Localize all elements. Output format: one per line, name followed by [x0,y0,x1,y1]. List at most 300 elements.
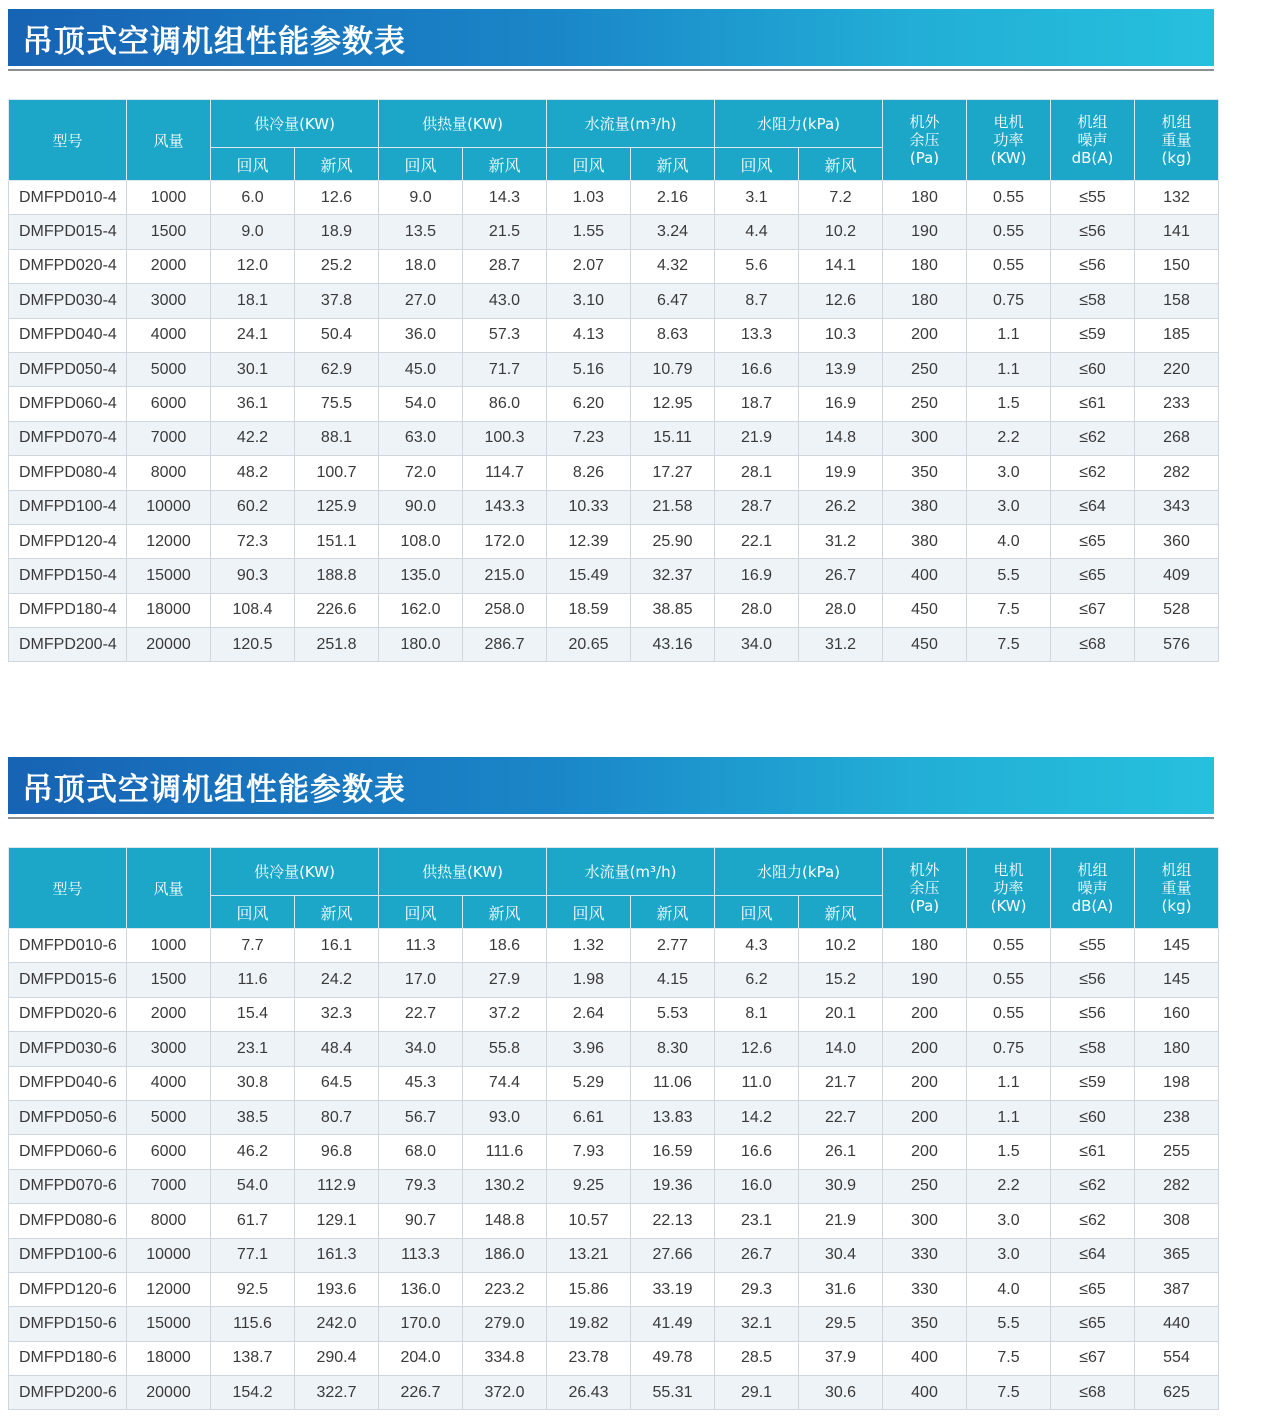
value-cell: 34.0 [379,1032,463,1066]
model-cell: DMFPD200-4 [9,628,127,662]
value-cell: 238 [1135,1100,1219,1134]
value-cell: 6000 [127,387,211,421]
value-cell: 29.3 [715,1272,799,1306]
model-cell: DMFPD100-6 [9,1238,127,1272]
section-title: 吊顶式空调机组性能参数表 [22,772,406,808]
value-cell: 45.0 [379,352,463,386]
value-cell: 5.16 [547,352,631,386]
model-cell: DMFPD010-4 [9,181,127,215]
value-cell: 63.0 [379,421,463,455]
value-cell: ≤65 [1051,1307,1135,1341]
value-cell: 21.5 [463,215,547,249]
value-cell: 1.1 [967,1100,1051,1134]
value-cell: 138.7 [211,1341,295,1375]
value-cell: 400 [883,1376,967,1410]
value-cell: 1500 [127,963,211,997]
header-external-pressure: 机外 余压 (Pa) [883,848,967,929]
value-cell: 24.1 [211,318,295,352]
value-cell: 37.2 [463,997,547,1031]
value-cell: 38.5 [211,1100,295,1134]
value-cell: 7.23 [547,421,631,455]
value-cell: ≤68 [1051,628,1135,662]
value-cell: 15.49 [547,559,631,593]
value-cell: 136.0 [379,1272,463,1306]
value-cell: 7.5 [967,628,1051,662]
value-cell: 9.0 [379,181,463,215]
value-cell: ≤64 [1051,1238,1135,1272]
value-cell: 0.55 [967,963,1051,997]
value-cell: 7.93 [547,1135,631,1169]
value-cell: 21.9 [799,1204,883,1238]
value-cell: 8000 [127,1204,211,1238]
table-row [9,1066,1219,1100]
value-cell: 19.82 [547,1307,631,1341]
value-cell: 286.7 [463,628,547,662]
header-external-pressure: 机外 余压 (Pa) [883,100,967,181]
value-cell: ≤55 [1051,929,1135,963]
value-cell: ≤62 [1051,421,1135,455]
value-cell: 30.4 [799,1238,883,1272]
value-cell: 200 [883,1135,967,1169]
table-row [9,1169,1219,1203]
value-cell: 12.95 [631,387,715,421]
table-row [9,559,1219,593]
value-cell: 14.3 [463,181,547,215]
header-heating: 供热量(KW) [379,100,547,148]
value-cell: ≤56 [1051,215,1135,249]
value-cell: 132 [1135,181,1219,215]
value-cell: 160 [1135,997,1219,1031]
value-cell: 10.2 [799,215,883,249]
value-cell: 75.5 [295,387,379,421]
value-cell: 16.1 [295,929,379,963]
model-cell: DMFPD020-6 [9,997,127,1031]
value-cell: 4.0 [967,1272,1051,1306]
model-cell: DMFPD040-6 [9,1066,127,1100]
value-cell: 5000 [127,352,211,386]
value-cell: 28.7 [463,249,547,283]
value-cell: 26.43 [547,1376,631,1410]
value-cell: 180.0 [379,628,463,662]
value-cell: 23.1 [211,1032,295,1066]
model-cell: DMFPD070-6 [9,1169,127,1203]
value-cell: 37.9 [799,1341,883,1375]
header-heating-fresh: 新风 [463,896,547,929]
value-cell: 93.0 [463,1100,547,1134]
value-cell: 18.59 [547,593,631,627]
value-cell: 28.1 [715,456,799,490]
value-cell: 282 [1135,456,1219,490]
value-cell: 18.6 [463,929,547,963]
value-cell: 343 [1135,490,1219,524]
value-cell: 0.55 [967,249,1051,283]
value-cell: 19.9 [799,456,883,490]
value-cell: 61.7 [211,1204,295,1238]
table-row [9,387,1219,421]
value-cell: ≤55 [1051,181,1135,215]
value-cell: 3.10 [547,284,631,318]
value-cell: 26.2 [799,490,883,524]
value-cell: 22.7 [379,997,463,1031]
value-cell: ≤65 [1051,1272,1135,1306]
value-cell: 100.3 [463,421,547,455]
value-cell: 135.0 [379,559,463,593]
value-cell: ≤56 [1051,963,1135,997]
header-airflow: 风量 [127,100,211,181]
value-cell: 7.2 [799,181,883,215]
value-cell: 10.2 [799,929,883,963]
title-divider [8,817,1214,819]
model-cell: DMFPD020-4 [9,249,127,283]
value-cell: 4.15 [631,963,715,997]
value-cell: 330 [883,1272,967,1306]
value-cell: 64.5 [295,1066,379,1100]
value-cell: 300 [883,1204,967,1238]
value-cell: 12000 [127,1272,211,1306]
value-cell: 41.49 [631,1307,715,1341]
value-cell: 88.1 [295,421,379,455]
value-cell: 13.83 [631,1100,715,1134]
value-cell: 0.55 [967,215,1051,249]
value-cell: 14.8 [799,421,883,455]
value-cell: 113.3 [379,1238,463,1272]
value-cell: 18.9 [295,215,379,249]
value-cell: 2.77 [631,929,715,963]
value-cell: 6.20 [547,387,631,421]
value-cell: 226.7 [379,1376,463,1410]
value-cell: 7000 [127,1169,211,1203]
value-cell: 10000 [127,490,211,524]
value-cell: 100.7 [295,456,379,490]
value-cell: 130.2 [463,1169,547,1203]
value-cell: 185 [1135,318,1219,352]
value-cell: 36.0 [379,318,463,352]
table-row [9,628,1219,662]
value-cell: 28.5 [715,1341,799,1375]
value-cell: 5.5 [967,1307,1051,1341]
header-flow-return: 回风 [547,148,631,181]
value-cell: 27.66 [631,1238,715,1272]
header-model: 型号 [9,848,127,929]
model-cell: DMFPD060-4 [9,387,127,421]
header-motor-power: 电机 功率 (KW) [967,100,1051,181]
model-cell: DMFPD180-6 [9,1341,127,1375]
value-cell: 2000 [127,249,211,283]
value-cell: 8000 [127,456,211,490]
value-cell: 290.4 [295,1341,379,1375]
value-cell: 3.0 [967,1204,1051,1238]
value-cell: 80.7 [295,1100,379,1134]
value-cell: 23.78 [547,1341,631,1375]
value-cell: 125.9 [295,490,379,524]
value-cell: 71.7 [463,352,547,386]
value-cell: ≤58 [1051,1032,1135,1066]
spec-table [8,99,1219,662]
value-cell: 79.3 [379,1169,463,1203]
value-cell: 409 [1135,559,1219,593]
value-cell: 528 [1135,593,1219,627]
value-cell: 23.1 [715,1204,799,1238]
value-cell: ≤67 [1051,593,1135,627]
value-cell: 8.1 [715,997,799,1031]
value-cell: 55.31 [631,1376,715,1410]
value-cell: 11.3 [379,929,463,963]
header-heating-return: 回风 [379,148,463,181]
value-cell: 200 [883,1032,967,1066]
value-cell: 5.29 [547,1066,631,1100]
value-cell: 300 [883,421,967,455]
model-cell: DMFPD150-4 [9,559,127,593]
header-noise: 机组 噪声 dB(A) [1051,100,1135,181]
table-row [9,249,1219,283]
value-cell: 12.6 [799,284,883,318]
header-flow-return: 回风 [547,896,631,929]
value-cell: 27.0 [379,284,463,318]
value-cell: 148.8 [463,1204,547,1238]
value-cell: 12.6 [295,181,379,215]
value-cell: 22.13 [631,1204,715,1238]
value-cell: 15.86 [547,1272,631,1306]
value-cell: 20000 [127,1376,211,1410]
model-cell: DMFPD010-6 [9,929,127,963]
value-cell: ≤62 [1051,456,1135,490]
value-cell: 12.6 [715,1032,799,1066]
table-row [9,181,1219,215]
header-heating: 供热量(KW) [379,848,547,896]
value-cell: 554 [1135,1341,1219,1375]
value-cell: 186.0 [463,1238,547,1272]
value-cell: 29.1 [715,1376,799,1410]
value-cell: 16.0 [715,1169,799,1203]
value-cell: 220 [1135,352,1219,386]
value-cell: 112.9 [295,1169,379,1203]
header-resistance-return: 回风 [715,896,799,929]
header-flow-fresh: 新风 [631,896,715,929]
value-cell: 6.2 [715,963,799,997]
value-cell: 198 [1135,1066,1219,1100]
value-cell: 204.0 [379,1341,463,1375]
header-resistance-return: 回风 [715,148,799,181]
value-cell: 10.3 [799,318,883,352]
table-row [9,1376,1219,1410]
value-cell: 16.9 [715,559,799,593]
value-cell: 4.0 [967,524,1051,558]
value-cell: 308 [1135,1204,1219,1238]
header-cooling-fresh: 新风 [295,148,379,181]
value-cell: 625 [1135,1376,1219,1410]
value-cell: 120.5 [211,628,295,662]
value-cell: 162.0 [379,593,463,627]
value-cell: 6.47 [631,284,715,318]
value-cell: 1500 [127,215,211,249]
value-cell: 387 [1135,1272,1219,1306]
value-cell: 143.3 [463,490,547,524]
header-weight: 机组 重量 (kg) [1135,100,1219,181]
table-row [9,490,1219,524]
value-cell: 18000 [127,1341,211,1375]
table-row [9,1135,1219,1169]
value-cell: 108.0 [379,524,463,558]
value-cell: 15.11 [631,421,715,455]
value-cell: 20.1 [799,997,883,1031]
value-cell: 48.2 [211,456,295,490]
value-cell: 7000 [127,421,211,455]
value-cell: 129.1 [295,1204,379,1238]
value-cell: 54.0 [211,1169,295,1203]
value-cell: 92.5 [211,1272,295,1306]
value-cell: ≤64 [1051,490,1135,524]
table-row [9,1204,1219,1238]
value-cell: 145 [1135,963,1219,997]
value-cell: ≤62 [1051,1169,1135,1203]
value-cell: 45.3 [379,1066,463,1100]
value-cell: 1.98 [547,963,631,997]
value-cell: 4.13 [547,318,631,352]
value-cell: 4.4 [715,215,799,249]
value-cell: ≤56 [1051,997,1135,1031]
model-cell: DMFPD050-4 [9,352,127,386]
value-cell: 10.33 [547,490,631,524]
header-cooling: 供冷量(KW) [211,100,379,148]
table-row [9,421,1219,455]
value-cell: 111.6 [463,1135,547,1169]
value-cell: 158 [1135,284,1219,318]
value-cell: 372.0 [463,1376,547,1410]
value-cell: 16.6 [715,1135,799,1169]
value-cell: 250 [883,387,967,421]
value-cell: 200 [883,318,967,352]
value-cell: 188.8 [295,559,379,593]
model-cell: DMFPD070-4 [9,421,127,455]
value-cell: 2.2 [967,421,1051,455]
value-cell: 56.7 [379,1100,463,1134]
table-row [9,1032,1219,1066]
header-water-resistance: 水阻力(kPa) [715,848,883,896]
value-cell: 2000 [127,997,211,1031]
value-cell: 226.6 [295,593,379,627]
value-cell: 15.4 [211,997,295,1031]
value-cell: 31.2 [799,524,883,558]
header-airflow: 风量 [127,848,211,929]
value-cell: 4000 [127,1066,211,1100]
table-row [9,1307,1219,1341]
value-cell: 576 [1135,628,1219,662]
value-cell: 90.3 [211,559,295,593]
value-cell: 1.55 [547,215,631,249]
value-cell: 18.1 [211,284,295,318]
table-row [9,929,1219,963]
value-cell: 30.9 [799,1169,883,1203]
table-body [9,929,1219,1410]
value-cell: 193.6 [295,1272,379,1306]
value-cell: 22.7 [799,1100,883,1134]
table-row [9,1238,1219,1272]
table-row [9,963,1219,997]
header-resistance-fresh: 新风 [799,148,883,181]
model-cell: DMFPD080-6 [9,1204,127,1238]
value-cell: 16.9 [799,387,883,421]
value-cell: 16.59 [631,1135,715,1169]
value-cell: 268 [1135,421,1219,455]
model-cell: DMFPD030-4 [9,284,127,318]
value-cell: 3.24 [631,215,715,249]
value-cell: 33.19 [631,1272,715,1306]
table-row [9,524,1219,558]
value-cell: 6.61 [547,1100,631,1134]
value-cell: 10.79 [631,352,715,386]
title-banner [8,9,1214,66]
header-water-flow: 水流量(m³/h) [547,100,715,148]
value-cell: 57.3 [463,318,547,352]
value-cell: ≤61 [1051,1135,1135,1169]
value-cell: 215.0 [463,559,547,593]
table-row [9,456,1219,490]
value-cell: ≤62 [1051,1204,1135,1238]
value-cell: 8.63 [631,318,715,352]
value-cell: 3000 [127,284,211,318]
value-cell: 17.0 [379,963,463,997]
table-row [9,1341,1219,1375]
value-cell: 322.7 [295,1376,379,1410]
value-cell: 20.65 [547,628,631,662]
value-cell: 450 [883,628,967,662]
value-cell: 31.2 [799,628,883,662]
value-cell: 5.5 [967,559,1051,593]
value-cell: 90.0 [379,490,463,524]
value-cell: 360 [1135,524,1219,558]
header-motor-power: 电机 功率 (KW) [967,848,1051,929]
table-header [9,100,1219,181]
value-cell: 20000 [127,628,211,662]
model-cell: DMFPD040-4 [9,318,127,352]
value-cell: 21.58 [631,490,715,524]
model-cell: DMFPD080-4 [9,456,127,490]
value-cell: 22.1 [715,524,799,558]
value-cell: 43.16 [631,628,715,662]
value-cell: 7.5 [967,593,1051,627]
value-cell: ≤61 [1051,387,1135,421]
value-cell: 21.7 [799,1066,883,1100]
section-title: 吊顶式空调机组性能参数表 [22,24,406,60]
value-cell: 190 [883,215,967,249]
title-divider [8,69,1214,71]
value-cell: 8.30 [631,1032,715,1066]
value-cell: 450 [883,593,967,627]
value-cell: 7.7 [211,929,295,963]
value-cell: 350 [883,456,967,490]
value-cell: 28.0 [715,593,799,627]
value-cell: 180 [883,181,967,215]
model-cell: DMFPD015-6 [9,963,127,997]
value-cell: 108.4 [211,593,295,627]
table-body [9,181,1219,662]
header-cooling-return: 回风 [211,148,295,181]
value-cell: 16.6 [715,352,799,386]
model-cell: DMFPD015-4 [9,215,127,249]
value-cell: 60.2 [211,490,295,524]
value-cell: 380 [883,524,967,558]
value-cell: 30.1 [211,352,295,386]
value-cell: 18.7 [715,387,799,421]
header-model: 型号 [9,100,127,181]
header-heating-fresh: 新风 [463,148,547,181]
value-cell: 11.06 [631,1066,715,1100]
value-cell: 25.2 [295,249,379,283]
value-cell: 180 [1135,1032,1219,1066]
value-cell: 2.07 [547,249,631,283]
value-cell: 3.0 [967,1238,1051,1272]
value-cell: 12000 [127,524,211,558]
